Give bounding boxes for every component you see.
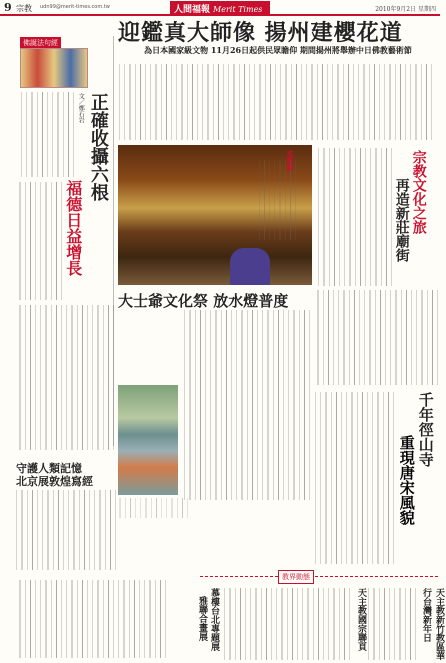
series-body-text-2 xyxy=(314,290,438,385)
brief-body-1 xyxy=(220,588,350,660)
series-body-text xyxy=(314,148,392,286)
bottom-left-body xyxy=(16,490,116,570)
bottom-left-headline-2: 北京展敦煌寫經 xyxy=(16,475,93,488)
main-subhead: 為日本國家級文物 11月26日起供民眾瞻仰 期間揚州將舉辦中日佛教藝術節 xyxy=(144,45,412,55)
main-story-body xyxy=(118,64,432,140)
lake-lantern-photo xyxy=(118,385,178,495)
page-number: 9 xyxy=(4,1,12,14)
brief-item-2: 雅聯合畫展 xyxy=(197,596,207,641)
brief-item-3: 天主教國宗聯頁 xyxy=(356,588,366,651)
second-story-body xyxy=(180,310,310,500)
issue-date: 2010年9月2日 星期四 xyxy=(375,6,436,13)
brief-item-4: 天主教新竹教區華行台灣新年日 xyxy=(421,588,444,660)
second-story-headline: 大士爺文化祭 放水燈普度 xyxy=(118,292,289,310)
brief-item-1: 慕樓台北專題展 xyxy=(209,588,219,651)
masthead-title: 人間福報 xyxy=(174,5,211,15)
column-byline: 文／鄭石岩 xyxy=(77,93,85,123)
brief-body-2 xyxy=(368,588,416,660)
temple-photo-caption xyxy=(256,160,296,240)
buddha-illustration xyxy=(20,48,88,88)
brief-divider xyxy=(200,576,438,577)
column-body-text xyxy=(18,92,74,177)
feature-headline-2: 重現唐宋風貌 xyxy=(397,435,416,525)
column-body-text-2 xyxy=(18,182,62,300)
bottom-left-body-2 xyxy=(16,580,166,658)
feature-body-text xyxy=(312,392,394,564)
section-email[interactable]: udn99@merit-times.com.tw xyxy=(40,4,110,10)
series-headline: 宗教文化之旅 xyxy=(410,150,427,234)
column-headline-red: 福德日益增長 xyxy=(63,180,83,276)
section-name: 宗教 xyxy=(16,4,32,13)
column-body-text-3 xyxy=(18,305,114,450)
news-brief-label: 教界動態 xyxy=(278,570,314,584)
column-badge: 佛誕法句經 xyxy=(20,37,61,49)
column-headline-black: 正確收攝六根 xyxy=(87,93,109,201)
feature-headline-1: 千年徑山寺 xyxy=(416,392,435,467)
series-subheadline: 再造新莊廟街 xyxy=(393,178,410,262)
main-headline: 迎鑑真大師像 揚州建櫻花道 xyxy=(118,20,403,46)
photo-caption-title: 戎蔡廟 xyxy=(285,150,295,171)
bottom-left-headline-1: 守護人類記憶 xyxy=(16,462,82,475)
masthead xyxy=(170,1,270,14)
reading-person xyxy=(230,248,270,285)
lake-photo-caption xyxy=(118,498,188,518)
masthead-en: Merit Times xyxy=(213,5,263,14)
